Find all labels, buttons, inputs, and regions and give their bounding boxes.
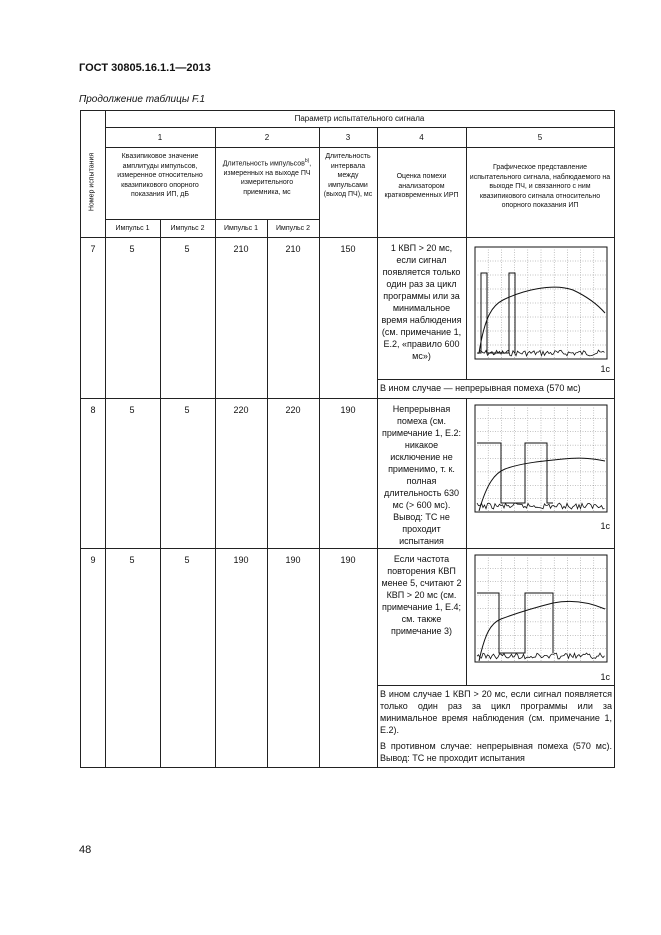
interval: 190 bbox=[340, 555, 356, 565]
dur-impulse-2: 210 bbox=[285, 244, 301, 254]
dur-impulse-1: 220 bbox=[233, 405, 249, 415]
amp-impulse-1: 5 bbox=[129, 405, 135, 415]
evaluation-text: Непрерывная помеха (см. примечание 1, Е.2: никакое исключение не применимо, т. к. полная длительность 630 мс (> 600 мс). Вывод: ТС не проходит испытания bbox=[381, 404, 461, 546]
evaluation-text: Если частота повторения КВП менее 5, считают 2 КВП > 20 мс (см. примечание 1, Е.4; см. также примечание 3) bbox=[381, 554, 462, 636]
sub-header-impulse-2-dur: Импульс 2 bbox=[275, 225, 311, 232]
col-number-2: 2 bbox=[264, 133, 270, 142]
dur-impulse-2: 190 bbox=[285, 555, 301, 565]
amp-impulse-2: 5 bbox=[184, 405, 190, 415]
sub-header-impulse-1-amp: Импульс 1 bbox=[115, 225, 150, 232]
col2-header: Длительность импульсов$^{b)}$, измеренных на выходе ПЧ измерительного приемника, мс bbox=[222, 158, 312, 196]
dur-impulse-1: 210 bbox=[233, 244, 249, 254]
table-continuation-caption: Продолжение таблицы F.1 bbox=[79, 94, 206, 105]
interval: 190 bbox=[340, 405, 356, 415]
row-number: 7 bbox=[90, 244, 96, 254]
extra-note-2: В противном случае: непрерывная помеха (570 мс). Вывод: ТС не проходит испытания bbox=[380, 741, 612, 763]
extra-note: В ином случае 1 КВП > 20 мс, если сигнал появляется только один раз за цикл программы или за минимальное время наблюдения (см. примечание 1, Е.2). bbox=[380, 689, 612, 735]
oscillogram-plot bbox=[473, 403, 609, 518]
parameter-group-header: Параметр испытательного сигнала bbox=[294, 114, 425, 123]
dur-impulse-1: 190 bbox=[233, 555, 249, 565]
dur-impulse-2: 220 bbox=[285, 405, 301, 415]
evaluation-text: 1 КВП > 20 мс, если сигнал появляется только один раз за цикл программы или за минимальное время наблюдения (см. примечание 1, Е.2, «правило 600 мс») bbox=[381, 243, 462, 361]
interval: 150 bbox=[340, 244, 356, 254]
sub-header-impulse-1-dur: Импульс 1 bbox=[223, 225, 259, 232]
col1-header: Квазипиковое значение амплитуды импульсов, измеренное относительно квазипикового опорного показания ИП, дБ bbox=[117, 153, 203, 198]
col3-header: Длительность интервала между импульсами (выход ПЧ), мс bbox=[323, 153, 373, 198]
col-number-3: 3 bbox=[345, 133, 351, 142]
oscillogram-plot bbox=[473, 553, 609, 668]
time-scale-label: 1с bbox=[600, 364, 610, 374]
col-number-4: 4 bbox=[419, 133, 424, 142]
extra-note: В ином случае — непрерывная помеха (570 мс) bbox=[380, 383, 581, 393]
time-scale-label: 1с bbox=[600, 672, 610, 682]
row-number: 8 bbox=[90, 405, 96, 415]
col-number-1: 1 bbox=[157, 133, 163, 142]
col-number-5: 5 bbox=[537, 133, 543, 142]
amp-impulse-2: 5 bbox=[184, 555, 190, 565]
oscillogram-plot bbox=[473, 245, 609, 365]
time-scale-label: 1с bbox=[600, 521, 610, 531]
col-test-number-header: Номер испытания bbox=[88, 152, 96, 212]
amp-impulse-1: 5 bbox=[129, 555, 135, 565]
row-number: 9 bbox=[90, 555, 96, 565]
document-header: ГОСТ 30805.16.1.1—2013 bbox=[79, 62, 211, 74]
amp-impulse-1: 5 bbox=[129, 244, 135, 254]
sub-header-impulse-2-amp: Импульс 2 bbox=[170, 225, 205, 232]
amp-impulse-2: 5 bbox=[184, 244, 190, 254]
page-number: 48 bbox=[79, 844, 92, 856]
col4-header: Оценка помехи анализатором кратковременных ИРП bbox=[384, 173, 459, 199]
col5-header: Графическое представление испытательного сигнала, наблюдаемого на выходе ПЧ, и связанного с ним квазипикового сигнала относительно опорного показания ИП bbox=[469, 164, 611, 209]
